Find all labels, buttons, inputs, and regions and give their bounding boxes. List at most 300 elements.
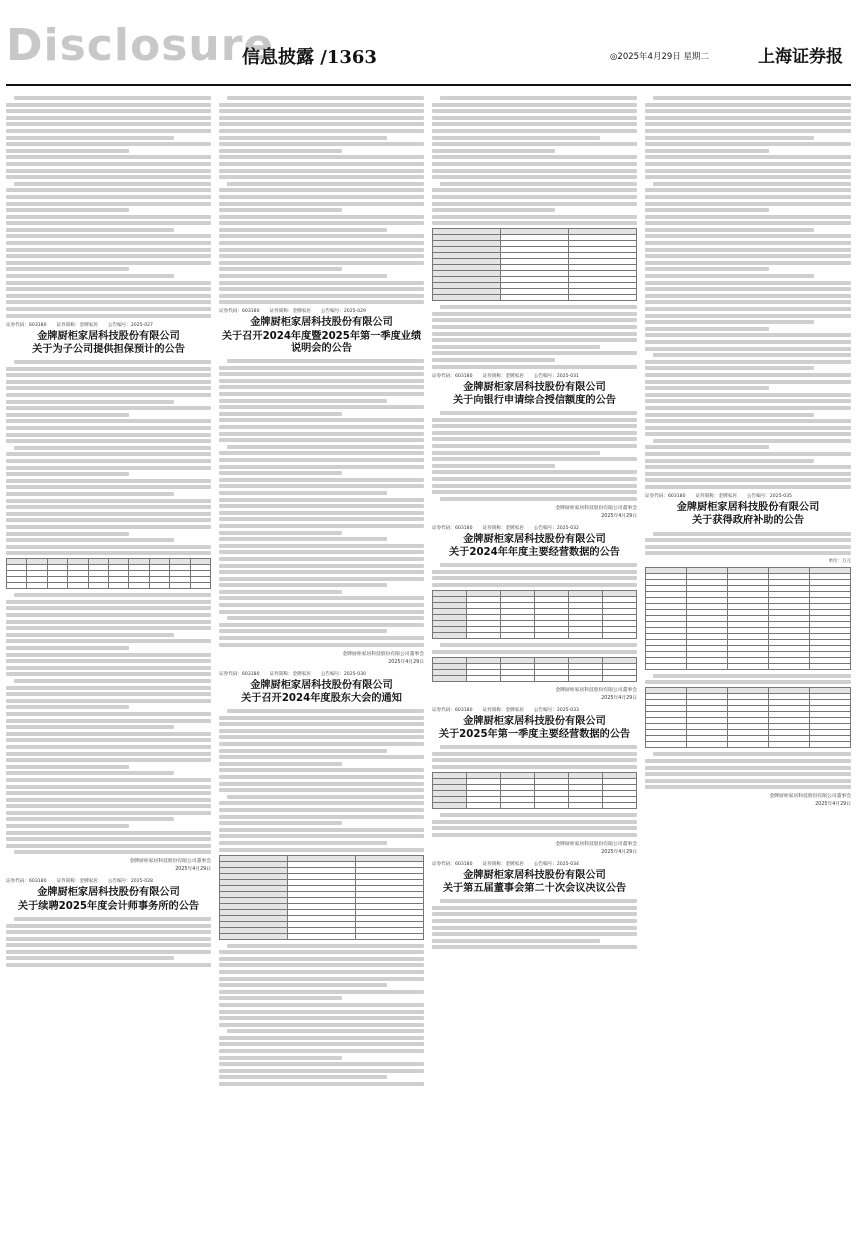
table-cell [467,802,501,808]
table-cell [569,675,603,681]
text-line [6,639,211,643]
text-line [6,413,129,417]
notice-meta: 证券代码：603180 证券简称：金牌家居 公告编号：2025-027 [6,322,153,328]
text-line [6,136,174,140]
notice-title-agm: 关于召开2024年度股东大会的通知 [241,692,402,704]
table-cell [467,675,501,681]
text-line [219,749,387,753]
text-line [219,379,424,383]
text-line [645,472,851,476]
text-line [6,712,211,716]
text-line [14,917,211,921]
text-line [219,524,424,528]
text-line [6,699,211,703]
notice-company: 金牌厨柜家居科技股份有限公司 [37,887,180,899]
notice-meta: 证券代码：603180 证券简称：金牌家居 公告编号：2025-035 [645,494,792,500]
notice-title-guarantee: 关于为子公司提供担保预计的公告 [32,343,185,355]
text-line [645,267,769,271]
text-line [432,208,555,212]
table-cell [728,742,769,748]
text-line [6,725,174,729]
text-line [219,983,387,987]
text-line [6,837,211,841]
text-line [6,545,211,549]
text-line [645,129,851,133]
table-cell [501,633,535,639]
text-line [6,653,211,657]
text-line [645,208,769,212]
text-line [219,465,424,469]
notice-company: 金牌厨柜家居科技股份有限公司 [37,330,180,342]
notice-body [645,674,851,685]
text-line [219,636,424,640]
text-line [432,215,637,219]
text-line [6,116,211,120]
text-line [219,432,424,436]
text-line [219,517,424,521]
text-line [6,433,211,437]
text-line [432,912,637,916]
text-line [6,169,211,173]
text-line [219,1075,387,1079]
notice-title-q1-data: 关于2025年第一季度主要经营数据的公告 [438,728,631,740]
table-cell [810,742,851,748]
text-line [6,950,211,954]
text-line [432,470,637,474]
text-line [645,122,851,126]
text-line [653,752,851,756]
table-cell [569,633,603,639]
text-line [219,142,424,146]
text-line [432,175,637,179]
text-line [219,603,424,607]
section-wordmark: Disclosure [6,20,275,71]
text-line [6,479,211,483]
text-line [6,202,211,206]
text-line [219,438,424,442]
text-line [219,1069,424,1073]
text-line [219,425,424,429]
notice-body [219,944,424,1086]
text-line [6,732,211,736]
text-line [6,817,174,821]
text-line [645,314,851,318]
text-line [6,267,129,271]
table-cell [501,295,569,301]
text-line [645,779,851,783]
text-line [645,274,814,278]
text-line [432,820,637,824]
notice-signer: 金牌厨柜家居科技股份有限公司董事会 [129,859,211,865]
text-line [432,765,637,769]
text-line [432,945,637,949]
text-line [6,798,211,802]
text-line [227,795,424,799]
table-cell [728,663,769,669]
notice-date: 2025年4月29日 [815,802,851,808]
text-line [432,833,637,837]
continued-text [219,96,424,304]
voting-table [432,228,637,301]
table-cell [149,583,169,589]
table-cell [769,742,810,748]
text-line [6,659,211,663]
text-line [6,771,174,775]
text-line [6,499,211,503]
text-line [645,248,851,252]
text-line [6,752,211,756]
text-line [6,745,211,749]
table-row [646,742,851,748]
text-line [645,432,851,436]
text-line [219,195,424,199]
continued-text [6,96,211,318]
notice-signer: 金牌厨柜家居科技股份有限公司董事会 [555,841,637,847]
text-line [6,705,129,709]
text-line [219,372,424,376]
text-line [6,386,211,390]
table-cell [68,583,88,589]
text-line [432,149,555,153]
text-line [6,791,211,795]
table-cell [569,295,637,301]
notice-body [219,709,424,851]
text-line [219,531,342,535]
text-line [219,828,424,832]
text-line [219,1036,424,1040]
text-line [219,537,387,541]
q1-data-table [432,772,637,809]
text-line [440,96,637,100]
text-line [440,813,637,817]
notice-company: 金牌厨柜家居科技股份有限公司 [676,502,820,514]
text-line [432,477,637,481]
table-cell [569,802,603,808]
text-line [219,742,424,746]
text-line [6,672,211,676]
text-line [219,834,424,838]
text-line [653,182,851,186]
text-line [432,418,637,422]
notice-date: 2025年4月29日 [388,659,424,665]
text-line [6,261,211,265]
text-line [432,939,600,943]
text-line [645,393,851,397]
text-line [432,332,637,336]
text-line [219,782,424,786]
table-cell [810,663,851,669]
text-line [14,850,211,854]
notice-meta: 证券代码：603180 证券简称：金牌家居 公告编号：2025-033 [432,707,579,713]
notice-company: 金牌厨柜家居科技股份有限公司 [463,533,606,545]
table-cell [535,802,569,808]
text-line [645,347,851,351]
text-line [219,366,424,370]
text-line [6,930,211,934]
text-line [6,804,211,808]
text-line [6,281,211,285]
text-line [645,103,851,107]
table-cell [88,583,108,589]
notice-date: 2025年4月29日 [601,849,637,855]
text-line [219,169,424,173]
notice-meta: 证券代码：603180 证券简称：金牌家居 公告编号：2025-028 [6,879,153,885]
text-line [219,399,387,403]
text-line [219,300,424,304]
notice-title-subsidy: 关于获得政府补助的公告 [691,515,805,527]
text-line [219,109,424,113]
text-line [645,281,851,285]
text-line [645,142,851,146]
text-line [645,116,851,120]
text-line [6,314,211,318]
text-line [6,400,174,404]
text-line [6,188,211,192]
notice-title-auditor: 关于续聘2025年度会计师事务所的公告 [17,900,200,912]
text-line [219,1003,424,1007]
text-line [219,996,342,1000]
text-line [6,646,129,650]
text-line [432,155,637,159]
text-line [219,478,424,482]
text-line [14,593,211,597]
table-cell [467,633,501,639]
text-line [219,1082,424,1086]
text-line [432,195,637,199]
table-cell [190,583,210,589]
text-line [219,162,424,166]
text-line [6,505,211,509]
notice-body [432,745,637,769]
notice-body [432,643,637,654]
notice-company: 金牌厨柜家居科技股份有限公司 [250,679,393,691]
notice-body [432,899,637,949]
text-line [219,392,424,396]
text-line [219,1010,424,1014]
text-line [6,419,211,423]
text-line [653,353,851,357]
guarantee-table [6,558,211,589]
text-line [219,234,424,238]
text-line [219,1049,424,1053]
text-line [219,418,424,422]
text-line [6,551,211,555]
notice-meta: 证券代码：603180 证券简称：金牌家居 公告编号：2025-032 [432,525,579,531]
text-line [645,538,851,542]
table-cell [535,633,569,639]
text-line [219,122,424,126]
text-line [219,294,424,298]
text-line [6,287,211,291]
text-line [219,583,387,587]
text-line [645,221,851,225]
notice-meta: 证券代码：603180 证券简称：金牌家居 公告编号：2025-034 [432,861,579,867]
table-cell [687,742,728,748]
text-line [219,577,424,581]
notice-body [6,360,211,555]
text-line [432,431,637,435]
table-cell [129,583,149,589]
text-line [432,358,555,362]
text-line [6,613,211,617]
annual-data-table [432,590,637,639]
text-line [645,386,769,390]
text-line [219,762,342,766]
table-cell [687,663,728,669]
text-line [432,919,637,923]
text-line [440,305,637,309]
text-line [645,261,851,265]
text-line [440,899,637,903]
notice-title-board-resolution: 关于第五届董事会第二十次会议决议公告 [442,882,627,894]
text-line [645,287,851,291]
text-line [645,399,851,403]
text-line [432,338,637,342]
text-line [645,413,814,417]
text-line [645,360,851,364]
text-line [432,312,637,316]
text-line [219,643,424,647]
text-line [645,195,851,199]
text-line [219,103,424,107]
text-line [440,563,637,567]
text-line [645,419,851,423]
table-cell [356,933,424,939]
text-line [6,963,211,967]
text-line [219,458,424,462]
table-row [433,675,637,681]
text-line [219,590,342,594]
text-line [432,202,637,206]
text-line [219,484,424,488]
text-line [6,234,211,238]
text-line [6,943,211,947]
text-line [432,142,637,146]
text-line [14,96,211,100]
column-1 [6,96,211,1246]
text-line [432,906,637,910]
text-line [645,320,814,324]
text-line [645,300,851,304]
notice-body [432,411,637,501]
text-line [645,426,851,430]
text-line [6,439,211,443]
text-line [432,365,637,369]
text-line [6,373,211,377]
notice-body [6,593,211,854]
text-line [6,221,211,225]
text-line [432,752,637,756]
masthead-rule [6,84,851,86]
text-line [219,623,424,627]
text-line [645,545,851,549]
text-line [432,650,637,654]
notice-title-annual-data: 关于2024年年度主要经营数据的公告 [449,547,620,559]
text-line [432,444,637,448]
continued-text [432,96,637,225]
text-line [6,525,211,529]
text-line [6,831,211,835]
text-line [440,182,637,186]
text-line [219,1016,424,1020]
issue-date: ◎2025年4月29日 星期二 [610,52,709,62]
table-row [7,583,211,589]
text-line [6,103,211,107]
text-line [219,716,424,720]
text-line [6,162,211,166]
text-line [645,202,851,206]
text-line [6,393,211,397]
text-line [6,195,211,199]
notice-company: 金牌厨柜家居科技股份有限公司 [250,317,393,329]
text-line [645,136,814,140]
table-row [433,633,637,639]
text-line [432,826,637,830]
notice-body [645,532,851,556]
text-line [6,692,211,696]
text-line [219,1062,424,1066]
table-cell [433,802,467,808]
notice-company: 金牌厨柜家居科技股份有限公司 [463,869,606,881]
text-line [645,234,851,238]
section-title: 信息披露 /1363 [242,47,377,68]
text-line [227,182,424,186]
table-row [433,295,637,301]
table-cell [769,663,810,669]
annual-region-table [432,657,637,682]
text-line [219,254,424,258]
text-line [432,457,637,461]
text-line [6,824,129,828]
text-line [219,841,387,845]
text-line [219,116,424,120]
text-line [6,155,211,159]
text-line [432,116,637,120]
notice-title-credit: 关于向银行申请综合授信额度的公告 [453,394,616,406]
text-line [645,327,769,331]
text-line [432,188,637,192]
notice-date: 2025年4月29日 [601,695,637,701]
text-line [6,472,129,476]
table-cell [646,663,687,669]
newspaper-brand: 上海证券报 [758,47,843,67]
text-line [219,385,424,389]
text-line [432,109,637,113]
table-cell [535,675,569,681]
table-cell [501,675,535,681]
text-line [219,1042,424,1046]
text-line [219,221,424,225]
notice-company: 金牌厨柜家居科技股份有限公司 [463,381,606,393]
text-line [219,564,424,568]
text-line [219,808,424,812]
text-line [645,785,851,789]
text-line [6,142,211,146]
text-line [219,957,424,961]
text-line [6,538,174,542]
text-line [6,109,211,113]
text-line [6,406,211,410]
text-line [219,977,424,981]
continued-text [432,305,637,368]
text-line [6,532,129,536]
text-line [219,735,424,739]
text-line [432,221,637,225]
text-line [219,491,387,495]
table-row [646,663,851,669]
column-3 [432,96,637,1246]
text-line [432,103,637,107]
